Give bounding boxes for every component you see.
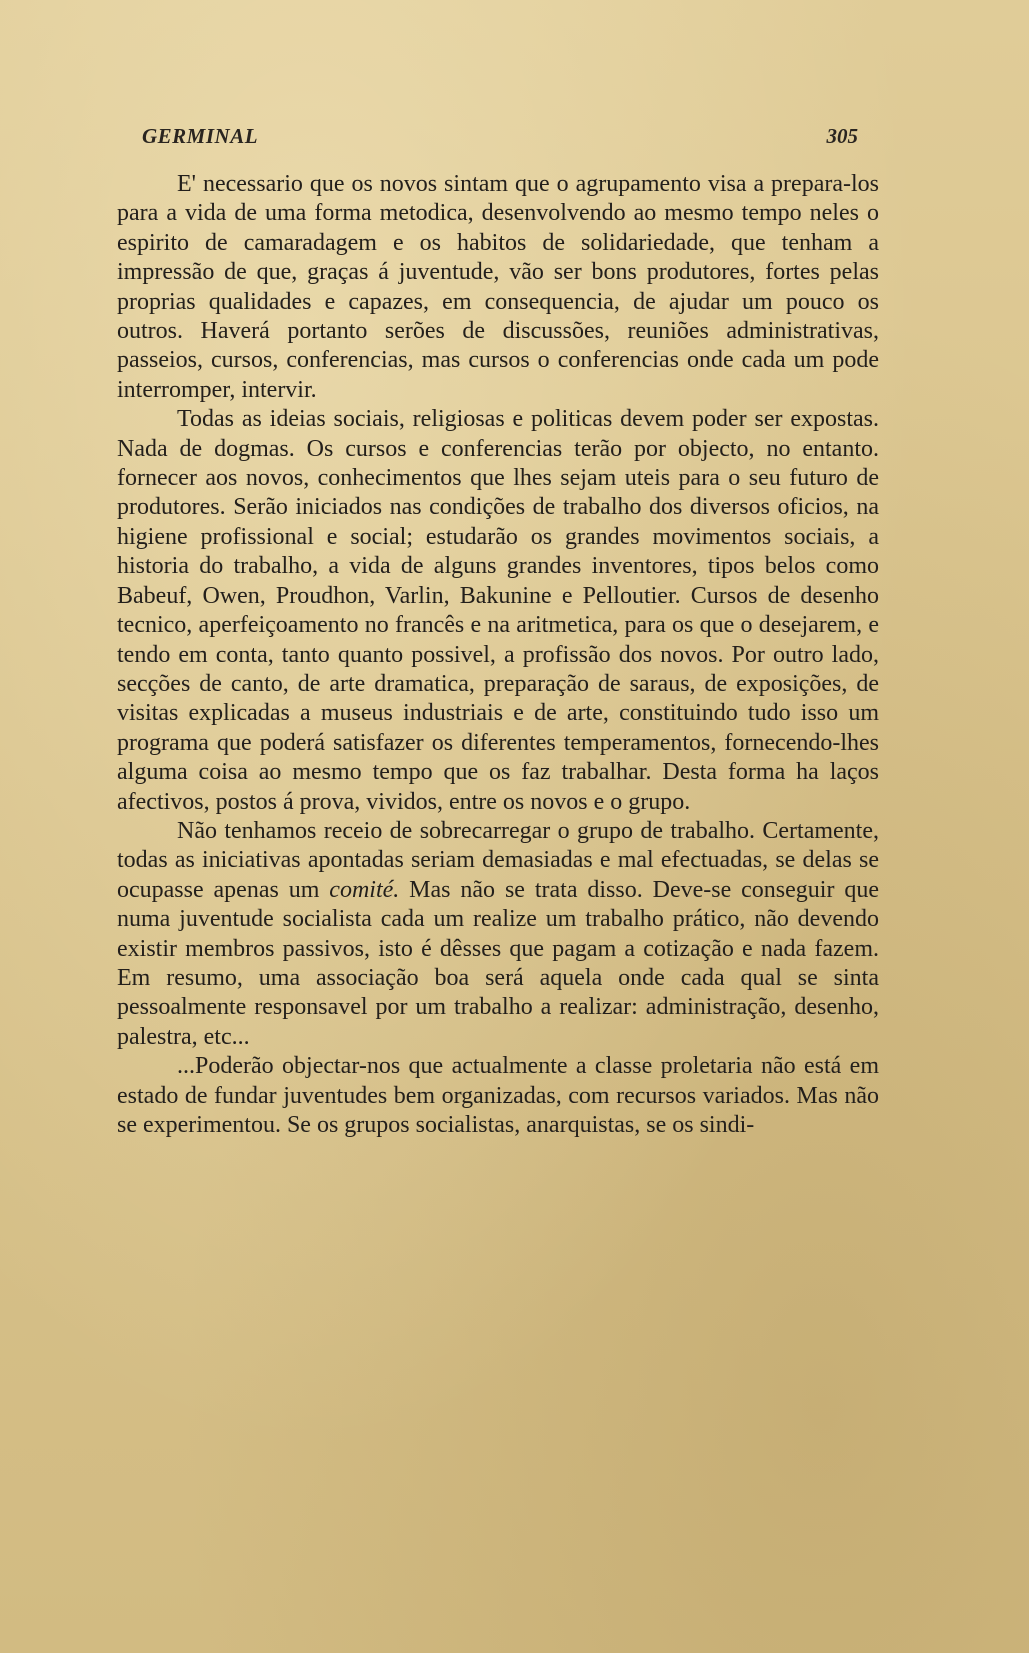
paragraph-3-emphasis: comité. xyxy=(329,876,400,903)
paragraph-1: E' necessario que os novos sintam que o agrupamento visa a prepara-los para a vida de uma forma metodica, desenvolvendo ao mesmo tempo neles o espirito de camaradagem e os habitos de solidariedade, que tenham a impressão de que, graças á juventude, vão ser bons produtores, fortes pelas proprias qualidades e capazes, em consequencia, de ajudar um pouco os outros. Haverá portanto serões de discussões, reuniões administrativas, passeios, cursos, conferencias, mas cursos o conferencias onde cada um pode interromper, intervir. xyxy=(117,171,879,403)
paragraph-4: ...Poderão objectar-nos que actualmente a classe proletaria não está em estado de fundar juventudes bem organizadas, com recursos variados. Mas não se experimentou. Se os grupos socialistas, anarquistas, se os sindi- xyxy=(117,1053,879,1138)
paragraph-3-text-after: Mas não se trata disso. Deve-se conseguir que numa juventude socialista cada um realize um trabalho prático, não devendo existir membros passivos, isto é dêsses que pagam a cotização e nada fazem. Em resumo, uma associação boa será aquela onde cada qual se sinta pessoalmente responsavel por um trabalho a realizar: administração, desenho, palestra, etc... xyxy=(117,876,879,1050)
page-header xyxy=(142,124,858,152)
paragraph-3 xyxy=(117,817,879,1052)
paragraph-2: Todas as ideias sociais, religiosas e politicas devem poder ser expostas. Nada de dogmas. Os cursos e conferencias terão por objecto, no entanto. fornecer aos novos, conhecimentos que lhes sejam uteis para o seu futuro de produtores. Serão iniciados nas condições de trabalho dos diversos oficios, na higiene profissional e social; estudarão os grandes movimentos sociais, a historia do trabalho, a vida de alguns grandes inventores, tipos belos como Babeuf, Owen, Proudhon, Varlin, Bakunine e Pelloutier. Cursos de desenho tecnico, aperfeiçoamento no francês e na aritmetica, para os que o desejarem, e tendo em conta, tanto quanto possivel, a profissão dos novos. Por outro lado, secções de canto, de arte dramatica, preparação de saraus, de exposições, de visitas explicadas a museus industriais e de arte, constituindo tudo isso um programa que poderá satisfazer os diferentes temperamentos, fornecendo-lhes alguma coisa ao mesmo tempo que os faz trabalhar. Desta forma ha laços afectivos, postos á prova, vividos, entre os novos e o grupo. xyxy=(117,406,879,815)
running-title: GERMINAL xyxy=(142,124,259,148)
page-number: 305 xyxy=(826,124,858,148)
paragraph-3-text-before: Não tenhamos receio de sobrecarregar o grupo de trabalho. Certamente, todas as iniciativas apontadas seriam demasiadas e mal efectuadas, se delas se ocupasse apenas um xyxy=(117,817,879,903)
body-text xyxy=(117,170,879,1140)
